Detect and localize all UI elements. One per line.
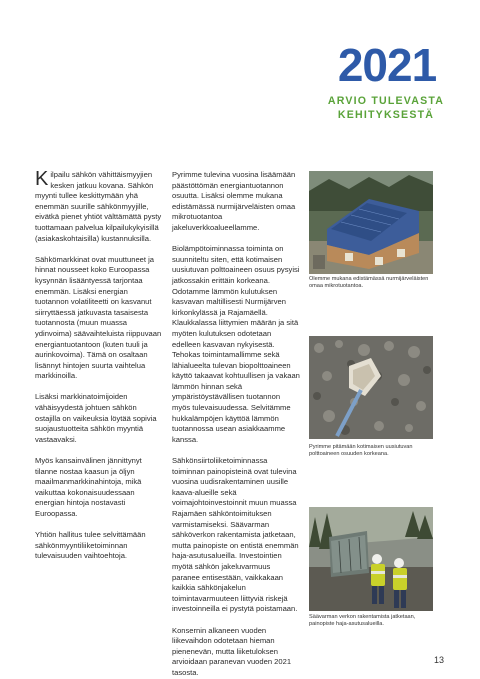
wood-chips-photo bbox=[309, 336, 433, 439]
paragraph-7: Biolämpötoiminnassa toiminta on suunniteltu siten, että kotimaisen uusiutuvan polttoaineen osuus pysyisi jatkossakin erittäin korkeana. Odotamme lämmön kulutuksen kasvavan maltillisesti Nurmijärven kirkonkylässä ja Rajamäellä. Klaukkalassa liittymien määrän ja sitä myöten kulutuksen odotetaan edelleen kasvavan nykyisestä. Tehokas toimintamallimme sekä lähialueelta tulevan biopolttoaineen käyttö takaavat kohtuullisen ja vakaan lämmön hinnan sekä ympäristöystävällisen tuotannon myös tulevaisuudessa. Selvitämme hukkalämpöjen käyttöä lämmön tuotannossa usean asiakkaamme kanssa. bbox=[172, 244, 300, 444]
page-subtitle bbox=[300, 94, 472, 122]
page-number: 13 bbox=[434, 655, 445, 665]
paragraph-9: Konsernin alkaneen vuoden liikevaihdon odotetaan hieman pienenevän, mutta liiketuloksen arvioidaan paranevan vuoden 2021 tasosta. bbox=[172, 625, 292, 677]
caption-photo-1: Olemme mukana edistämässä nurmijärveläisten omaa mikrotuotantoa. bbox=[309, 276, 429, 290]
page-year-heading: 2021 bbox=[337, 39, 437, 91]
paragraph-1 bbox=[35, 170, 163, 244]
subtitle-line-2: KEHITYKSESTÄ bbox=[337, 109, 435, 121]
paragraph-5: Yhtiön hallitus tulee selvittämään sähkönmyyntiliiketoiminnan tulevaisuuden vaihtoehtoja. bbox=[35, 530, 146, 561]
paragraph-1-text: ilpailu sähkön vähittäismyyjien kesken jatkuu kovana. Sähkön myynti tullee keskittymään yhä enemmän suurille sähkönmyyjille, eivätkä pienet yhtiöt välttämättä pysty tuottamaan palvelua kilpailukykyisillä (asiakaskohtaisilla) kustannuksilla. bbox=[35, 170, 162, 243]
network-workers-photo bbox=[309, 507, 433, 611]
solar-house-photo bbox=[309, 171, 433, 274]
paragraph-4: Myös kansainvälinen jännittynyt tilanne nostaa kaasun ja öljyn maailmanmarkkinahintoja, mikä vaikuttaa kokonaisuudessaan energian hintoja nostavasti Euroopassa. bbox=[35, 456, 142, 518]
paragraph-6: Pyrimme tulevina vuosina lisäämään päästöttömän energiantuotannon osuutta. Lisäksi olemme mukana edistämässä nurmijärveläisten omaa mikrotuotantoa jakeluverkkoalueellamme. bbox=[172, 170, 296, 232]
text-column-middle bbox=[172, 170, 300, 679]
text-column-left bbox=[35, 170, 163, 573]
caption-photo-3: Säävarman verkon rakentamista jatketaan, painopiste haja-asutusalueilla. bbox=[309, 614, 416, 628]
paragraph-2: Sähkömarkkinat ovat muuttuneet ja hinnat nousseet koko Euroopassa kysynnän lisääntyessä tarjontaa enemmän. Lisäksi energian tuotannon volatiliteetti on kasvanut siirryttäessä jatkuvasta tasaisesta tuotannosta (muun muassa ydinvoima) säävaihteluista riippuvaan energiantuotantoon (kuten tuuli ja aurinkovoima). Tämä on osaltaan lisännyt hintojen suurta vaihtelua markkinoilla. bbox=[35, 254, 162, 381]
caption-photo-2: Pyrimme pitämään kotimaisen uusiutuvan polttoaineen osuuden korkeana. bbox=[309, 444, 413, 458]
paragraph-8: Sähkönsiirtoliiketoiminnassa toiminnan painopisteinä ovat tulevina vuosina uudisrakentaminen uusille kaava-alueille sekä voimajohtoinvestoinnit muun muassa Rajamäen sähköntoimituksen varmistamiseksi. Säävarman sähköverkon rakentamista jatketaan, mutta painopiste on entistä enemmän haja-asutusalueilla. Investointien myötä sähkön jakeluvarmuus paranee entisestään, vaikkakaan kaikkia sähkönjakelun toimintavarmuuteen liittyviä riskejä investoinneilla ei pystytä poistamaan. bbox=[172, 456, 299, 614]
paragraph-3: Lisäksi markkinatoimijoiden vähäisyydestä johtuen sähkön ostajilla on vaikeuksia löytää sopivia suojaustuotteita sähkön myyntiä vastaavaksi. bbox=[35, 392, 157, 444]
drop-cap: K bbox=[35, 168, 49, 190]
subtitle-line-1: ARVIO TULEVASTA bbox=[327, 95, 445, 107]
